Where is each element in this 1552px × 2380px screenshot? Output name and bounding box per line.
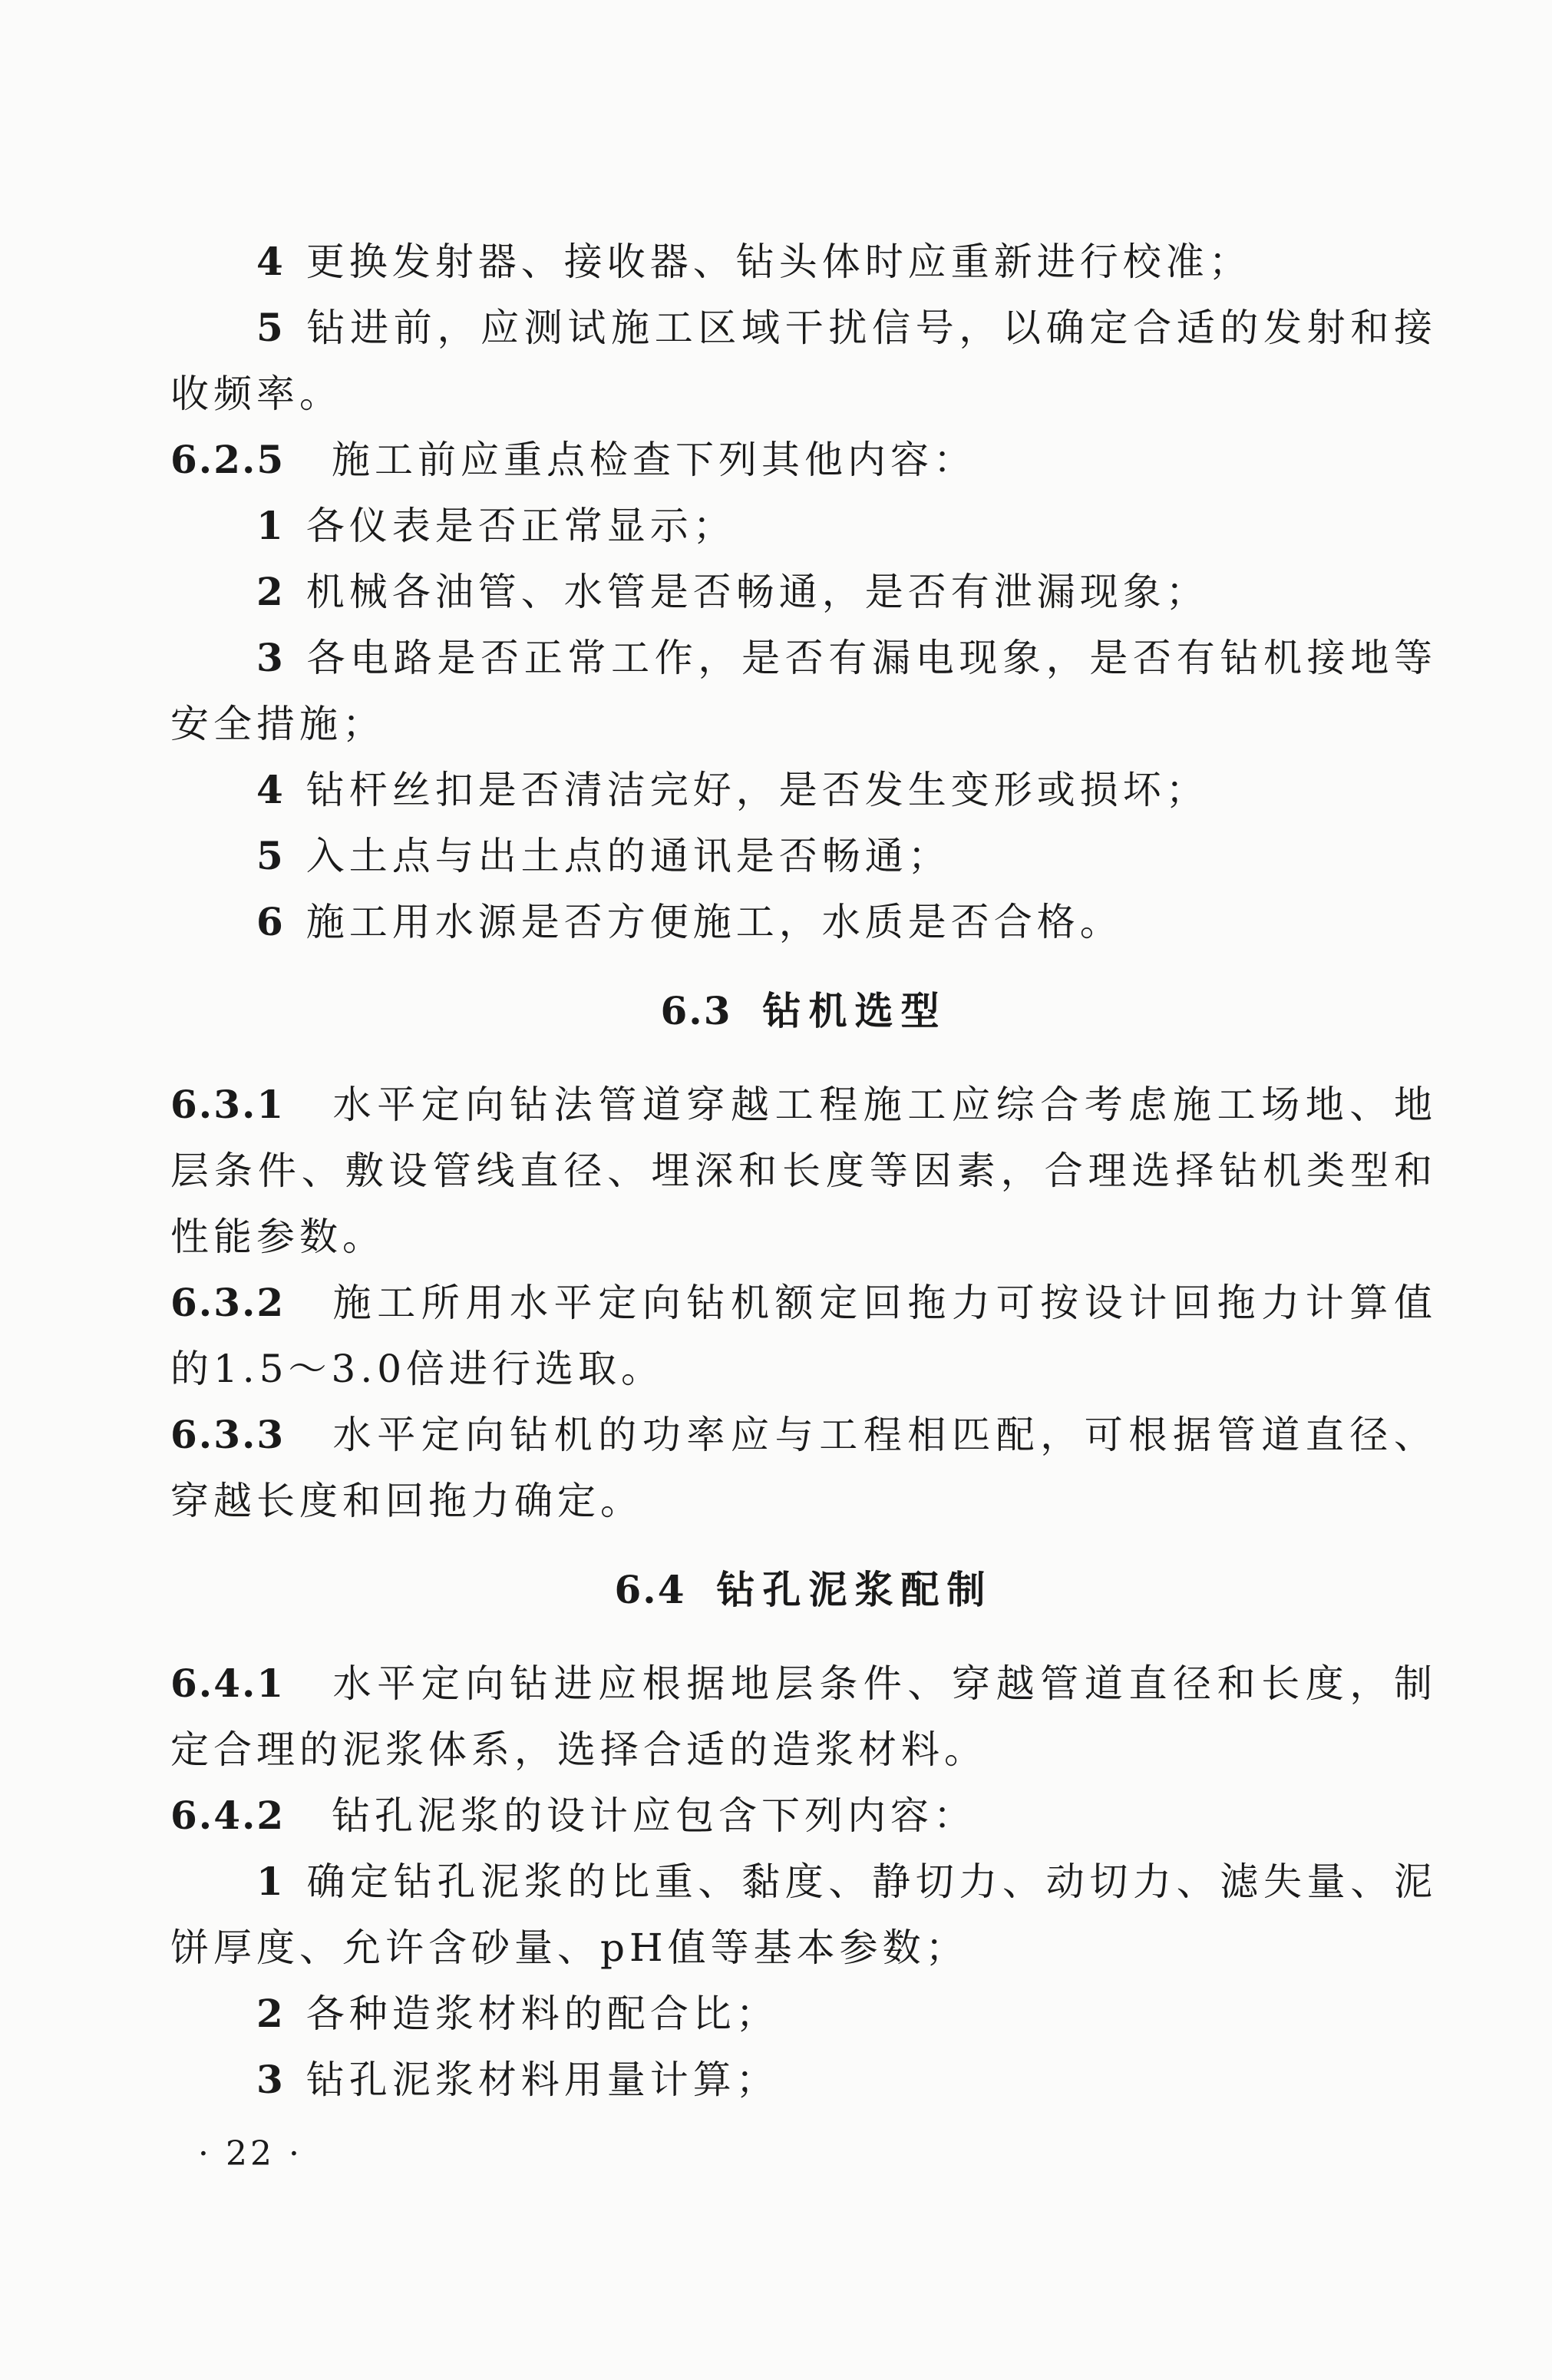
clause-number: 6.2.5 bbox=[170, 437, 286, 482]
item-text: 入土点与出土点的通讯是否畅通； bbox=[305, 834, 951, 878]
item-text: 钻孔泥浆材料用量计算； bbox=[305, 2058, 779, 2102]
item-text: 机械各油管、水管是否畅通，是否有泄漏现象； bbox=[305, 570, 1209, 614]
item-number: 4 bbox=[256, 767, 285, 812]
section-heading bbox=[170, 1557, 1437, 1623]
section-heading bbox=[170, 978, 1437, 1044]
section-number: 6.4 bbox=[614, 1567, 686, 1612]
item-text: 确定钻孔泥浆的比重、黏度、静切力、动切力、滤失量、泥饼厚度、允许含砂量、pH值等基本参数； bbox=[170, 1859, 1437, 1970]
list-item bbox=[170, 493, 1437, 559]
item-number: 5 bbox=[256, 833, 285, 878]
clause bbox=[170, 1651, 1437, 1783]
item-text: 各仪表是否正常显示； bbox=[305, 504, 736, 548]
page-content bbox=[170, 229, 1437, 2113]
clause-text: 水平定向钻法管道穿越工程施工应综合考虑施工场地、地层条件、敷设管线直径、埋深和长度等因素，合理选择钻机类型和性能参数。 bbox=[170, 1083, 1437, 1259]
list-item bbox=[170, 295, 1437, 427]
page-number: · 22 · bbox=[198, 2134, 302, 2173]
clause bbox=[170, 1072, 1437, 1270]
list-item bbox=[170, 559, 1437, 625]
section-title: 钻孔泥浆配制 bbox=[716, 1567, 993, 1612]
clause-number: 6.4.2 bbox=[170, 1793, 286, 1838]
section-number: 6.3 bbox=[660, 988, 732, 1033]
item-number: 4 bbox=[256, 239, 285, 284]
item-number: 3 bbox=[256, 635, 285, 680]
clause-text: 水平定向钻进应根据地层条件、穿越管道直径和长度，制定合理的泥浆体系，选择合适的造浆材料。 bbox=[170, 1661, 1437, 1772]
list-item bbox=[170, 757, 1437, 823]
item-number: 6 bbox=[256, 899, 285, 944]
clause-number: 6.3.3 bbox=[170, 1412, 286, 1457]
clause-text: 施工所用水平定向钻机额定回拖力可按设计回拖力计算值的1.5～3.0倍进行选取。 bbox=[170, 1281, 1437, 1391]
section-title: 钻机选型 bbox=[762, 988, 947, 1033]
clause-number: 6.3.2 bbox=[170, 1280, 286, 1325]
item-text: 钻进前，应测试施工区域干扰信号，以确定合适的发射和接收频率。 bbox=[170, 306, 1437, 416]
item-number: 2 bbox=[256, 1991, 285, 2036]
list-item bbox=[170, 2047, 1437, 2113]
item-text: 更换发射器、接收器、钻头体时应重新进行校准； bbox=[305, 240, 1252, 284]
list-item bbox=[170, 229, 1437, 295]
list-item bbox=[170, 625, 1437, 757]
clause-number: 6.4.1 bbox=[170, 1661, 286, 1706]
clause bbox=[170, 1402, 1437, 1534]
list-item bbox=[170, 823, 1437, 889]
item-text: 各电路是否正常工作，是否有漏电现象，是否有钻机接地等安全措施； bbox=[170, 636, 1437, 746]
item-text: 施工用水源是否方便施工，水质是否合格。 bbox=[305, 900, 1123, 944]
item-text: 钻杆丝扣是否清洁完好，是否发生变形或损坏； bbox=[305, 768, 1209, 812]
clause-text: 施工前应重点检查下列其他内容： bbox=[332, 438, 976, 482]
item-number: 1 bbox=[256, 503, 285, 548]
clause bbox=[170, 1270, 1437, 1402]
list-item bbox=[170, 889, 1437, 955]
item-number: 3 bbox=[256, 2057, 285, 2102]
clause bbox=[170, 1783, 1437, 1849]
item-number: 5 bbox=[256, 305, 285, 350]
clause bbox=[170, 427, 1437, 493]
list-item bbox=[170, 1849, 1437, 1981]
list-item bbox=[170, 1981, 1437, 2047]
clause-number: 6.3.1 bbox=[170, 1082, 286, 1127]
clause-text: 钻孔泥浆的设计应包含下列内容： bbox=[332, 1793, 976, 1838]
clause-text: 水平定向钻机的功率应与工程相匹配，可根据管道直径、穿越长度和回拖力确定。 bbox=[170, 1413, 1437, 1523]
item-number: 1 bbox=[256, 1859, 285, 1904]
item-text: 各种造浆材料的配合比； bbox=[305, 1992, 779, 2036]
item-number: 2 bbox=[256, 569, 285, 614]
